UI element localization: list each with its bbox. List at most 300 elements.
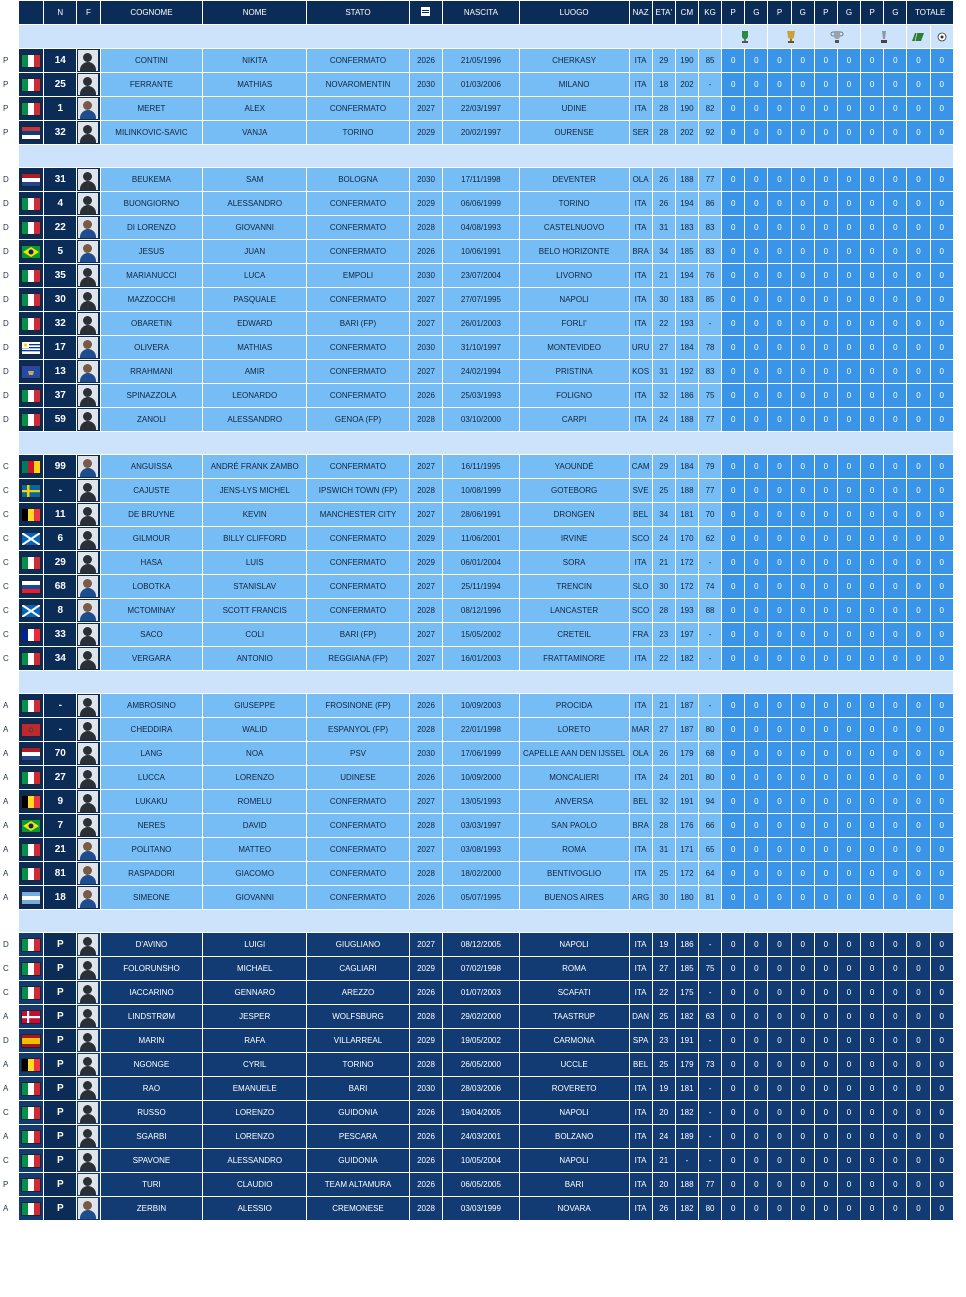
weight-cell: 75 (699, 384, 721, 407)
col-contract[interactable] (410, 1, 442, 24)
surname-cell[interactable]: SGARBI (101, 1125, 203, 1148)
stat-cell: 0 (768, 336, 790, 359)
contract-cell: 2029 (410, 121, 442, 144)
name-cell: GENNARO (203, 981, 306, 1004)
birthdate-cell: 16/11/1995 (443, 455, 519, 478)
stat-cell: 0 (907, 97, 929, 120)
surname-cell[interactable]: LOBOTKA (101, 575, 203, 598)
birthplace-cell: PROCIDA (520, 694, 629, 717)
birthplace-cell: NAPOLI (520, 288, 629, 311)
stat-cell: 0 (861, 192, 883, 215)
table-row[interactable] (19, 455, 953, 478)
surname-cell[interactable]: FOLORUNSHO (101, 957, 203, 980)
table-row[interactable] (19, 1077, 953, 1100)
birthplace-cell: CHERKASY (520, 49, 629, 72)
status-cell: MANCHESTER CITY (307, 503, 409, 526)
birthdate-cell: 17/06/1999 (443, 742, 519, 765)
flag-cell (3, 766, 43, 789)
weight-cell: 64 (699, 862, 721, 885)
player-photo[interactable] (77, 933, 99, 956)
name-cell: JESPER (203, 1005, 306, 1028)
surname-cell[interactable]: DE BRUYNE (101, 503, 203, 526)
surname-cell[interactable]: TURI (101, 1173, 203, 1196)
table-row[interactable] (19, 790, 953, 813)
stat-cell: 0 (722, 551, 744, 574)
table-row[interactable] (19, 73, 953, 96)
table-row[interactable] (19, 168, 953, 191)
table-row[interactable] (19, 264, 953, 287)
height-cell: 194 (676, 264, 698, 287)
stat-cell: 0 (884, 408, 906, 431)
player-photo[interactable] (77, 718, 99, 741)
table-row[interactable] (19, 121, 953, 144)
table-row[interactable] (19, 886, 953, 909)
player-photo[interactable] (77, 288, 99, 311)
surname-cell[interactable]: ANGUISSA (101, 455, 203, 478)
stat-cell: 0 (792, 551, 814, 574)
status-cell: UDINESE (307, 766, 409, 789)
stat-cell: 0 (768, 192, 790, 215)
table-row[interactable] (19, 288, 953, 311)
stat-cell: 0 (792, 790, 814, 813)
col-g3[interactable]: G (838, 1, 860, 24)
table-row[interactable] (19, 240, 953, 263)
separator-cell (19, 432, 953, 454)
col-p1[interactable]: P (722, 1, 744, 24)
player-photo[interactable] (77, 742, 99, 765)
stat-cell: 0 (838, 957, 860, 980)
player-photo[interactable] (77, 766, 99, 789)
stat-cell: 0 (931, 886, 953, 909)
role-label: C (3, 1108, 9, 1117)
contract-cell: 2027 (410, 455, 442, 478)
player-photo[interactable] (77, 1053, 99, 1076)
col-birthplace[interactable]: LUOGO (520, 1, 629, 24)
stat-cell: 0 (907, 240, 929, 263)
player-photo[interactable] (77, 957, 99, 980)
table-row[interactable] (19, 862, 953, 885)
stat-cell: 0 (815, 623, 837, 646)
status-cell: TORINO (307, 121, 409, 144)
ball-icon (931, 25, 953, 48)
player-photo[interactable] (77, 240, 99, 263)
surname-cell[interactable]: LUKAKU (101, 790, 203, 813)
surname-cell[interactable]: MERET (101, 97, 203, 120)
status-cell: REGGIANA (FP) (307, 647, 409, 670)
stat-cell: 0 (722, 49, 744, 72)
stat-cell: 0 (815, 862, 837, 885)
shirt-number: P (44, 1125, 76, 1148)
status-cell: FROSINONE (FP) (307, 694, 409, 717)
stat-cell: 0 (907, 623, 929, 646)
surname-cell[interactable]: RUSSO (101, 1101, 203, 1124)
flag-cell (3, 742, 43, 765)
contract-cell: 2028 (410, 599, 442, 622)
table-row[interactable] (19, 49, 953, 72)
player-photo[interactable] (77, 216, 99, 239)
table-row[interactable] (19, 1053, 953, 1076)
flag-cell (3, 1077, 43, 1100)
table-row[interactable] (19, 1029, 953, 1052)
flag-cell (3, 718, 43, 741)
nationality-flag-icon (22, 1204, 40, 1213)
nationality-cell: ITA (630, 933, 652, 956)
weight-cell: 83 (699, 240, 721, 263)
table-row[interactable] (19, 527, 953, 550)
status-cell: CONFERMATO (307, 527, 409, 550)
stat-cell: 0 (815, 49, 837, 72)
height-cell: 188 (676, 168, 698, 191)
surname-cell[interactable]: ZERBIN (101, 1197, 203, 1220)
stat-cell: 0 (815, 73, 837, 96)
player-photo[interactable] (77, 1077, 99, 1100)
player-photo[interactable] (77, 527, 99, 550)
player-photo[interactable] (77, 121, 99, 144)
stat-cell: 0 (768, 503, 790, 526)
avatar (78, 767, 98, 788)
col-weight[interactable]: KG (699, 1, 721, 24)
stat-cell: 0 (838, 240, 860, 263)
contract-cell: 2026 (410, 1173, 442, 1196)
age-cell: 25 (653, 479, 675, 502)
table-row[interactable] (19, 384, 953, 407)
table-row[interactable] (19, 933, 953, 956)
surname-cell[interactable]: POLITANO (101, 838, 203, 861)
contract-cell: 2028 (410, 1197, 442, 1220)
stat-cell: 0 (884, 981, 906, 1004)
surname-cell[interactable]: MARIANUCCI (101, 264, 203, 287)
surname-cell[interactable]: MARIN (101, 1029, 203, 1052)
col-p2[interactable]: P (768, 1, 790, 24)
nationality-flag-icon (22, 606, 40, 615)
stat-cell: 0 (722, 862, 744, 885)
table-row[interactable] (19, 718, 953, 741)
separator-cell (19, 671, 953, 693)
player-photo[interactable] (77, 1197, 99, 1220)
table-row[interactable] (19, 838, 953, 861)
player-photo[interactable] (77, 360, 99, 383)
avatar (78, 791, 98, 812)
status-cell: CONFERMATO (307, 862, 409, 885)
stat-cell: 0 (838, 288, 860, 311)
player-photo[interactable] (77, 814, 99, 837)
surname-cell[interactable]: SIMEONE (101, 886, 203, 909)
player-photo[interactable] (77, 1173, 99, 1196)
stat-cell: 0 (768, 1149, 790, 1172)
stat-cell: 0 (792, 240, 814, 263)
weight-cell: - (699, 694, 721, 717)
player-photo[interactable] (77, 886, 99, 909)
stat-cell: 0 (768, 694, 790, 717)
stat-cell: 0 (792, 1125, 814, 1148)
table-row[interactable] (19, 1101, 953, 1124)
col-p3[interactable]: P (815, 1, 837, 24)
surname-cell[interactable]: D'AVINO (101, 933, 203, 956)
col-name[interactable]: NOME (203, 1, 306, 24)
avatar (78, 385, 98, 406)
table-row[interactable] (19, 216, 953, 239)
role-label: A (3, 1084, 9, 1093)
role-label: P (3, 128, 9, 137)
birthplace-cell: BARI (520, 1173, 629, 1196)
surname-cell[interactable]: CHEDDIRA (101, 718, 203, 741)
surname-cell[interactable]: RAO (101, 1077, 203, 1100)
age-cell: 23 (653, 623, 675, 646)
player-photo[interactable] (77, 49, 99, 72)
player-photo[interactable] (77, 168, 99, 191)
height-cell: 201 (676, 766, 698, 789)
surname-cell[interactable]: GILMOUR (101, 527, 203, 550)
surname-cell[interactable]: MAZZOCCHI (101, 288, 203, 311)
col-g4[interactable]: G (884, 1, 906, 24)
table-row[interactable] (19, 192, 953, 215)
table-row[interactable] (19, 479, 953, 502)
col-age[interactable]: ETA' (653, 1, 675, 24)
surname-cell[interactable]: DI LORENZO (101, 216, 203, 239)
nationality-flag-icon (22, 391, 40, 400)
surname-cell[interactable]: SACO (101, 623, 203, 646)
stat-cell: 0 (768, 814, 790, 837)
surname-cell[interactable]: FERRANTE (101, 73, 203, 96)
player-photo[interactable] (77, 479, 99, 502)
stat-cell: 0 (745, 192, 767, 215)
player-photo[interactable] (77, 455, 99, 478)
avatar (78, 504, 98, 525)
nationality-flag-icon (22, 319, 40, 328)
nationality-cell: MAR (630, 718, 652, 741)
player-photo[interactable] (77, 790, 99, 813)
weight-cell: - (699, 1077, 721, 1100)
status-cell: CONFERMATO (307, 49, 409, 72)
stat-cell: 0 (815, 192, 837, 215)
birthplace-cell: PRISTINA (520, 360, 629, 383)
contract-cell: 2026 (410, 1125, 442, 1148)
table-row[interactable] (19, 623, 953, 646)
flag-cell (3, 527, 43, 550)
birthplace-cell: TAASTRUP (520, 1005, 629, 1028)
stat-cell: 0 (745, 240, 767, 263)
col-birthdate[interactable]: NASCITA (443, 1, 519, 24)
player-photo[interactable] (77, 599, 99, 622)
stat-cell: 0 (931, 312, 953, 335)
player-photo[interactable] (77, 97, 99, 120)
nationality-flag-icon (22, 821, 40, 830)
surname-cell[interactable]: NGONGE (101, 1053, 203, 1076)
nationality-flag-icon (22, 1180, 40, 1189)
table-row[interactable] (19, 1197, 953, 1220)
surname-cell[interactable]: CAJUSTE (101, 479, 203, 502)
col-g2[interactable]: G (792, 1, 814, 24)
player-photo[interactable] (77, 862, 99, 885)
player-photo[interactable] (77, 503, 99, 526)
name-cell: MATHIAS (203, 73, 306, 96)
surname-cell[interactable]: OLIVERA (101, 336, 203, 359)
stat-cell: 0 (768, 73, 790, 96)
age-cell: 32 (653, 384, 675, 407)
player-photo[interactable] (77, 1029, 99, 1052)
surname-cell[interactable]: AMBROSINO (101, 694, 203, 717)
stat-cell: 0 (745, 623, 767, 646)
stat-cell: 0 (861, 168, 883, 191)
surname-cell[interactable]: IACCARINO (101, 981, 203, 1004)
surname-cell[interactable]: ZANOLI (101, 408, 203, 431)
player-photo[interactable] (77, 73, 99, 96)
stat-cell: 0 (722, 599, 744, 622)
flag-cell (3, 216, 43, 239)
surname-cell[interactable]: JESUS (101, 240, 203, 263)
contract-cell: 2030 (410, 336, 442, 359)
table-row[interactable] (19, 1149, 953, 1172)
player-photo[interactable] (77, 838, 99, 861)
player-photo[interactable] (77, 384, 99, 407)
col-nationality[interactable]: NAZ (630, 1, 652, 24)
player-photo[interactable] (77, 1125, 99, 1148)
col-p4[interactable]: P (861, 1, 883, 24)
nationality-cell: SER (630, 121, 652, 144)
birthplace-cell: FORLI' (520, 312, 629, 335)
table-row[interactable] (19, 814, 953, 837)
surname-cell[interactable]: SPAVONE (101, 1149, 203, 1172)
table-row[interactable] (19, 1005, 953, 1028)
table-row[interactable] (19, 1173, 953, 1196)
stat-cell: 0 (838, 1101, 860, 1124)
status-cell: NOVAROMENTIN (307, 73, 409, 96)
table-row[interactable] (19, 575, 953, 598)
player-photo[interactable] (77, 1005, 99, 1028)
stat-cell: 0 (884, 718, 906, 741)
stat-cell: 0 (907, 49, 929, 72)
surname-cell[interactable]: SPINAZZOLA (101, 384, 203, 407)
player-photo[interactable] (77, 192, 99, 215)
player-photo[interactable] (77, 312, 99, 335)
table-row[interactable] (19, 551, 953, 574)
table-row[interactable] (19, 408, 953, 431)
player-photo[interactable] (77, 551, 99, 574)
table-row[interactable] (19, 742, 953, 765)
name-cell: LEONARDO (203, 384, 306, 407)
shirt-number: 22 (44, 216, 76, 239)
table-row[interactable] (19, 694, 953, 717)
role-label: A (3, 845, 9, 854)
col-g1[interactable]: G (745, 1, 767, 24)
surname-cell[interactable]: CONTINI (101, 49, 203, 72)
stat-cell: 0 (792, 862, 814, 885)
stat-cell: 0 (792, 168, 814, 191)
weight-cell: 63 (699, 1005, 721, 1028)
table-row[interactable] (19, 647, 953, 670)
birthdate-cell: 01/07/2003 (443, 981, 519, 1004)
table-row[interactable] (19, 97, 953, 120)
table-row[interactable] (19, 503, 953, 526)
status-cell: GUIDONIA (307, 1101, 409, 1124)
surname-cell[interactable]: LANG (101, 742, 203, 765)
nationality-cell: SLO (630, 575, 652, 598)
stat-cell: 0 (884, 360, 906, 383)
shirt-number: 34 (44, 647, 76, 670)
name-cell: ALESSIO (203, 1197, 306, 1220)
surname-cell[interactable]: LINDSTRØM (101, 1005, 203, 1028)
surname-cell[interactable]: MILINKOVIC-SAVIC (101, 121, 203, 144)
table-row[interactable] (19, 312, 953, 335)
contract-cell: 2029 (410, 1029, 442, 1052)
player-photo[interactable] (77, 981, 99, 1004)
col-height[interactable]: CM (676, 1, 698, 24)
stat-cell: 0 (768, 312, 790, 335)
stat-cell: 0 (792, 599, 814, 622)
surname-cell[interactable]: BEUKEMA (101, 168, 203, 191)
flag-cell (3, 933, 43, 956)
shirt-number: 6 (44, 527, 76, 550)
surname-cell[interactable]: BUONGIORNO (101, 192, 203, 215)
player-photo[interactable] (77, 623, 99, 646)
player-photo[interactable] (77, 264, 99, 287)
surname-cell[interactable]: RASPADORI (101, 862, 203, 885)
table-row[interactable] (19, 766, 953, 789)
table-row[interactable] (19, 336, 953, 359)
player-photo[interactable] (77, 408, 99, 431)
player-photo[interactable] (77, 1149, 99, 1172)
birthdate-cell: 03/10/2000 (443, 408, 519, 431)
col-total[interactable]: TOTALE (907, 1, 953, 24)
age-cell: 26 (653, 742, 675, 765)
birthplace-cell: FOLIGNO (520, 384, 629, 407)
surname-cell[interactable]: NERES (101, 814, 203, 837)
table-row[interactable] (19, 1125, 953, 1148)
flag-cell (3, 647, 43, 670)
stat-cell: 0 (815, 1053, 837, 1076)
stat-cell: 0 (768, 1101, 790, 1124)
surname-cell[interactable]: LUCCA (101, 766, 203, 789)
stat-cell: 0 (792, 49, 814, 72)
surname-cell[interactable]: RRAHMANI (101, 360, 203, 383)
surname-cell[interactable]: VERGARA (101, 647, 203, 670)
table-row[interactable] (19, 957, 953, 980)
surname-cell[interactable]: MCTOMINAY (101, 599, 203, 622)
surname-cell[interactable]: HASA (101, 551, 203, 574)
flag-cell (3, 981, 43, 1004)
status-cell: BARI (307, 1077, 409, 1100)
col-status[interactable]: STATO (307, 1, 409, 24)
birthplace-cell: FRATTAMINORE (520, 647, 629, 670)
player-photo[interactable] (77, 1101, 99, 1124)
contract-cell: 2030 (410, 264, 442, 287)
col-photo[interactable]: F (77, 1, 99, 24)
table-row[interactable] (19, 360, 953, 383)
stat-cell: 0 (792, 312, 814, 335)
surname-cell[interactable]: OBARETIN (101, 312, 203, 335)
table-row[interactable] (19, 981, 953, 1004)
weight-cell: 85 (699, 288, 721, 311)
contract-cell: 2030 (410, 73, 442, 96)
name-cell: ANDRÉ FRANK ZAMBO (203, 455, 306, 478)
player-photo[interactable] (77, 647, 99, 670)
stat-cell: 0 (722, 742, 744, 765)
status-cell: CONFERMATO (307, 814, 409, 837)
role-label: C (3, 988, 9, 997)
stat-cell: 0 (815, 1005, 837, 1028)
shirt-number: 8 (44, 599, 76, 622)
player-photo[interactable] (77, 575, 99, 598)
name-cell: MICHAEL (203, 957, 306, 980)
col-surname[interactable]: COGNOME (101, 1, 203, 24)
stat-cell: 0 (815, 121, 837, 144)
player-photo[interactable] (77, 336, 99, 359)
col-number[interactable]: N (44, 1, 76, 24)
player-photo[interactable] (77, 694, 99, 717)
role-label: P (3, 1180, 9, 1189)
stat-cell: 0 (722, 1005, 744, 1028)
table-row[interactable] (19, 599, 953, 622)
